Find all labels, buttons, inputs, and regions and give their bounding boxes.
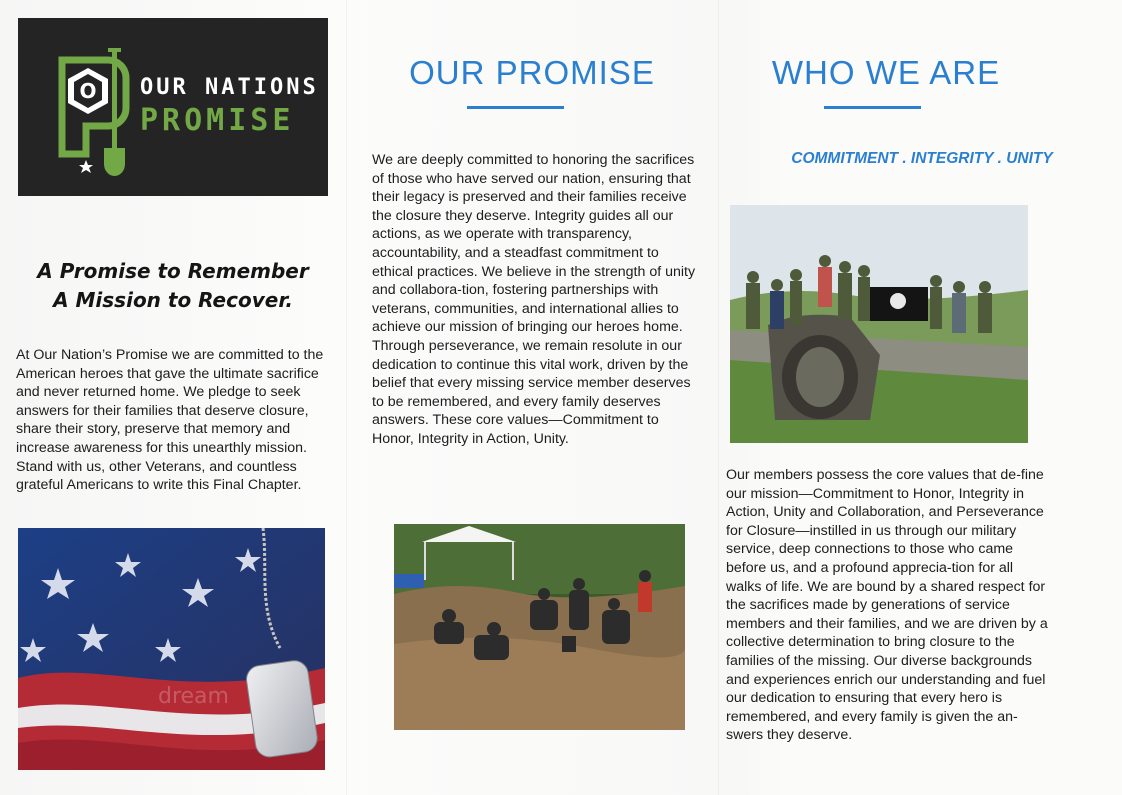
logo-letter: O [79, 79, 97, 103]
intro-paragraph: At Our Nation’s Promise we are committed to the American heroes that gave the ultimate sacrifice and never returned home. We pledge to seek answers for their families that deserve closure, share their story, preserve that memory and increase awareness for this unearthly mission. Stand with us, other Veterans, and countless grateful Americans to write this Final Chapter. [16, 347, 324, 494]
team-on-wreckage-photo [730, 205, 1028, 443]
svg-text:dream: dream [158, 684, 229, 709]
our-promise-heading: OUR PROMISE [409, 54, 655, 91]
heading-underline [824, 106, 921, 109]
excavation-site-photo [394, 524, 685, 730]
core-values-subheading: COMMITMENT . INTEGRITY . UNITY [791, 150, 1053, 167]
our-promise-paragraph: We are deeply committed to honoring the sacrifices of those who have served our nation, ensuring that their legacy is preserved and their families receive the closure they deserve. Integrity guides all our actions, as we operate with transparency, accountability, and a steadfast commitment to ethical practices. We believe in the strength of unity and collabora-tion, fostering partnerships with veterans, communities, and international allies to achieve our mission of bringing our heroes home. Through perseverance, we remain resolute in our dedication to continue this vital work, driven by the belief that every missing service member deserves to be remembered, and every family deserves answers. These core values—Commitment to Honor, Integrity in Action, Unity. [372, 152, 696, 447]
left-panel [0, 0, 346, 795]
fold-line-left [346, 0, 347, 795]
fold-line-right [718, 0, 719, 795]
flag-dogtags-photo [18, 528, 325, 770]
organization-logo [18, 18, 328, 196]
heading-underline [467, 106, 564, 109]
tagline-line2: A Mission to Recover. [53, 288, 293, 312]
logo-text-line2: PROMISE [140, 103, 295, 138]
logo-text-line1: OUR NATIONS [140, 75, 319, 100]
logo-mark-icon [56, 46, 146, 178]
who-we-are-heading: WHO WE ARE [771, 54, 1001, 91]
who-we-are-paragraph: Our members possess the core values that de-fine our mission—Commitment to Honor, Integrity in Action, Unity and Collaboration, and Perseverance for Closure—instilled in us through our military service, deep connections to those who came before us, and a profound apprecia-tion for all walks of life. We are bound by a shared respect for the sacrifices made by generations of service members and their families, and we are driven by a collective determination to bring closure to the families of the missing. Our diverse backgrounds and experiences enrich our understanding and fuel our dedication to ensuring that every hero is remembered, and every family is given the an-swers they deserve. [726, 467, 1048, 744]
tagline-line1: A Promise to Remember [37, 259, 309, 283]
